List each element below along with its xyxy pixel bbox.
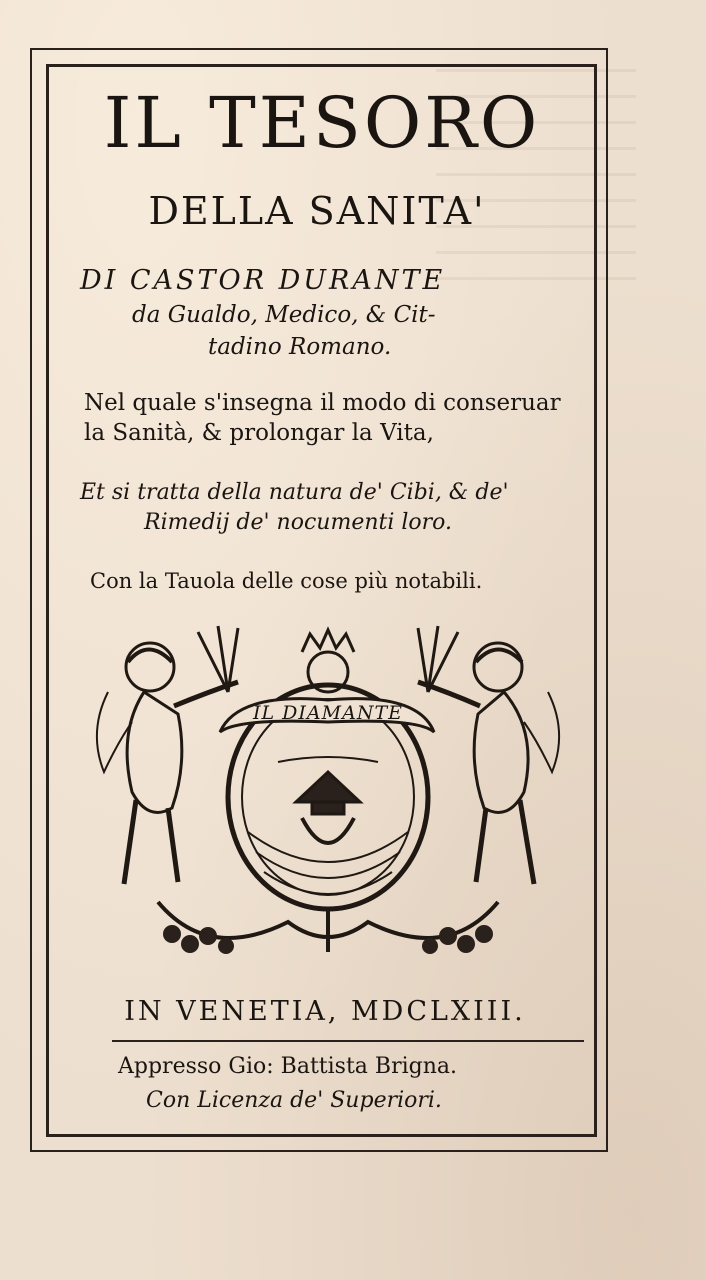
mascaron-crown bbox=[302, 630, 354, 652]
imprint-place-date: IN VENETIA, MDCLXIII. bbox=[124, 996, 526, 1027]
description-line-2: la Sanità, & prolongar la Vita, bbox=[84, 420, 434, 446]
author-origin: da Gualdo, Medico, & Cit- bbox=[132, 302, 436, 328]
border-top-inner bbox=[46, 64, 596, 67]
left-cherub bbox=[97, 643, 238, 884]
border-bottom-outer bbox=[30, 1150, 608, 1152]
imprint-separator-rule bbox=[112, 1040, 584, 1042]
book-subtitle: DELLA SANITA' bbox=[148, 189, 486, 233]
diamond-setting bbox=[312, 802, 344, 814]
italic-description-line-1: Et si tratta della natura de' Cibi, & de' bbox=[80, 480, 509, 505]
horizon-line bbox=[278, 757, 378, 762]
diamond-shape bbox=[296, 772, 360, 802]
author-name: DI CASTOR DURANTE bbox=[80, 265, 446, 296]
border-right-inner bbox=[594, 64, 597, 1137]
right-cherub bbox=[418, 643, 559, 884]
border-top-outer bbox=[30, 48, 608, 50]
book-title: IL TESORO bbox=[103, 82, 541, 164]
border-left-outer bbox=[30, 48, 32, 1152]
border-right-outer bbox=[606, 48, 608, 1152]
border-left-inner bbox=[46, 64, 49, 1137]
description-line-1: Nel quale s'insegna il modo di conseruar bbox=[84, 390, 561, 416]
index-note: Con la Tauola delle cose più notabili. bbox=[90, 569, 483, 593]
ring-band bbox=[302, 818, 354, 843]
author-citizenship: tadino Romano. bbox=[208, 334, 392, 360]
printers-device-emblem bbox=[88, 622, 568, 972]
printer-line: Appresso Gio: Battista Brigna. bbox=[118, 1054, 457, 1079]
license-line: Con Licenza de' Superiori. bbox=[146, 1088, 442, 1113]
device-motto: IL DIAMANTE bbox=[253, 702, 403, 724]
border-bottom-inner bbox=[46, 1134, 596, 1137]
italic-description-line-2: Rimedij de' nocumenti loro. bbox=[144, 510, 453, 535]
